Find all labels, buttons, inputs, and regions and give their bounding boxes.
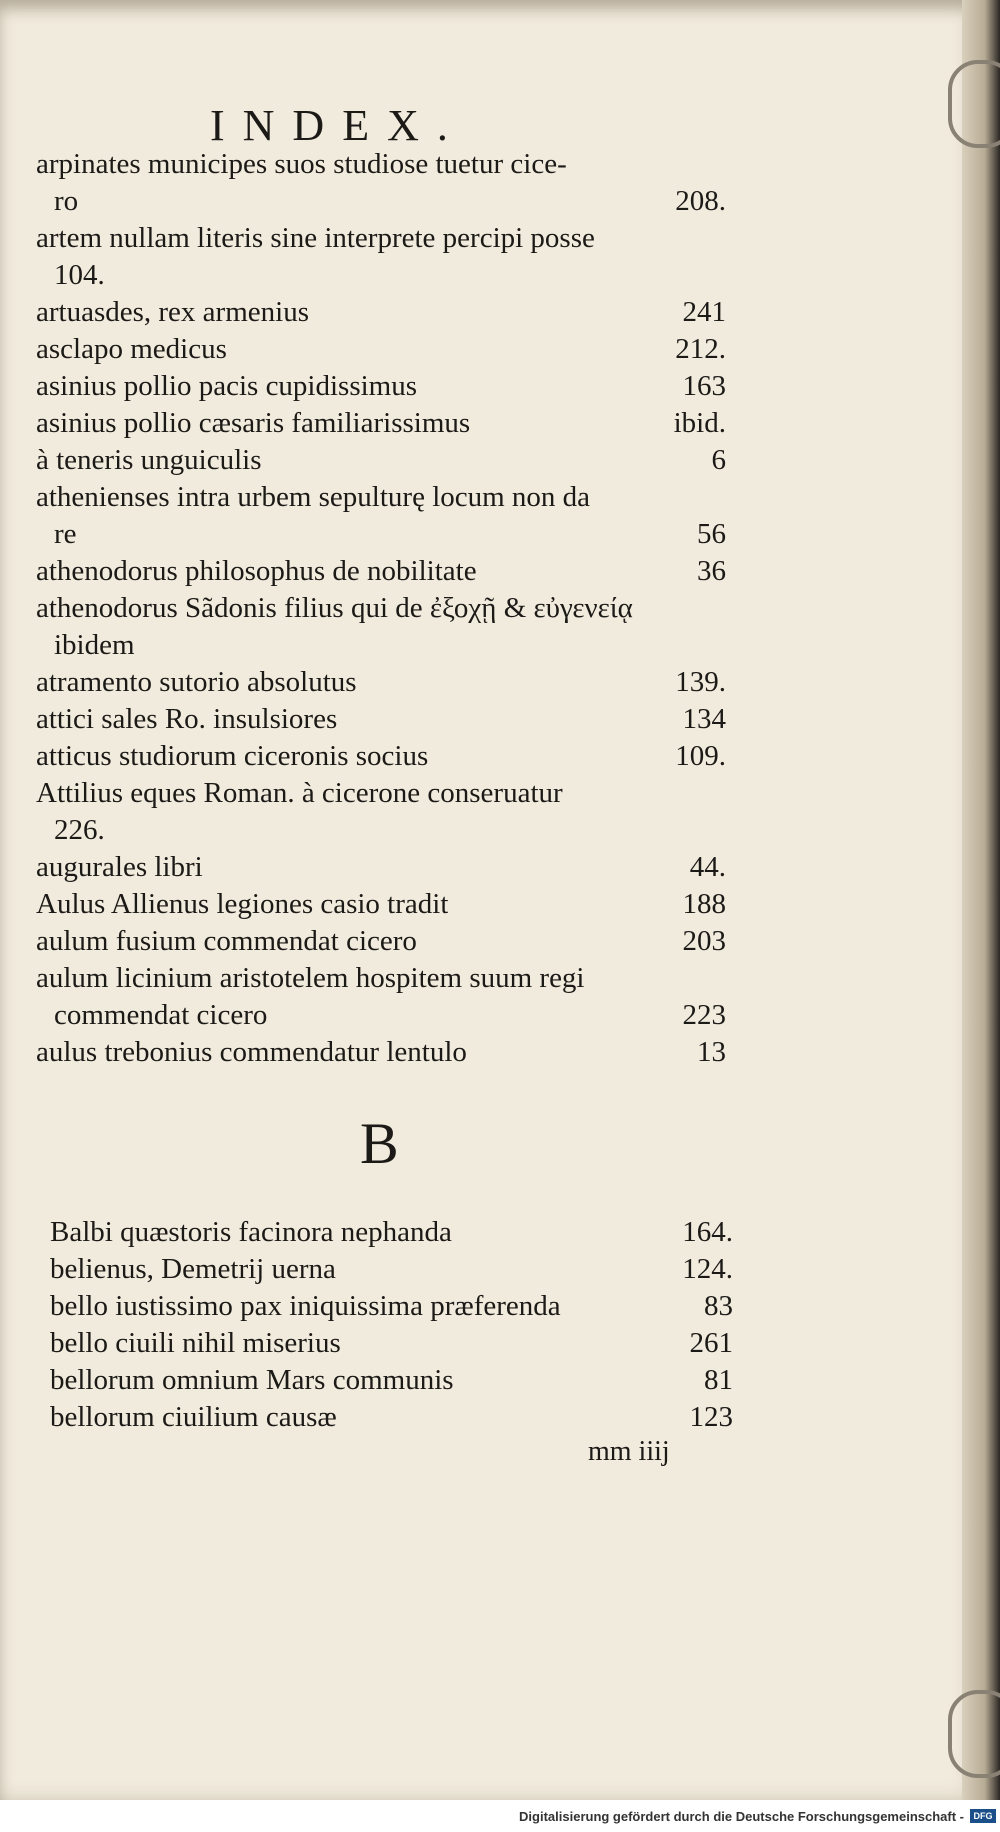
entry-continuation-text: 104. <box>54 259 105 291</box>
entry-text: Aulus Allienus legiones casio tradit <box>36 888 449 920</box>
index-entry <box>36 849 726 886</box>
entry-text: Attilius eques Roman. à cicerone conseruatur <box>36 777 563 809</box>
entry-continuation-text: re <box>54 518 77 550</box>
index-entry <box>50 1214 733 1251</box>
entry-continuation-text: ibidem <box>54 629 135 661</box>
entry-text: athenodorus philosophus de nobilitate <box>36 555 477 587</box>
entry-page: 83 <box>704 1290 733 1322</box>
index-entry <box>36 331 726 368</box>
entry-page: 241 <box>682 296 726 328</box>
entry-page: 208. <box>675 185 726 217</box>
entry-text: à teneris unguiculis <box>36 444 262 476</box>
entry-text: atramento sutorio absolutus <box>36 666 357 698</box>
entry-page: 81 <box>704 1364 733 1396</box>
book-clasp-top <box>948 60 1000 148</box>
entry-text: asclapo medicus <box>36 333 227 365</box>
entry-text: athenodorus Sãdonis filius qui de ἐξοχῇ & εὐγενείᾳ <box>36 592 633 624</box>
index-entry <box>36 701 726 738</box>
index-entry <box>36 1034 726 1071</box>
entry-page: 188 <box>682 888 726 920</box>
entry-text: attici sales Ro. insulsiores <box>36 703 338 735</box>
index-entry <box>50 1251 733 1288</box>
entry-text: asinius pollio cæsaris familiarissimus <box>36 407 471 439</box>
index-entry <box>36 405 726 442</box>
index-entry <box>36 590 726 627</box>
entry-text: arpinates municipes suos studiose tuetur cice- <box>36 148 567 180</box>
page-edge <box>962 0 1000 1800</box>
index-entry <box>36 368 726 405</box>
entry-text: bello ciuili nihil miserius <box>50 1327 341 1359</box>
entry-page: 163 <box>682 370 726 402</box>
index-entry <box>50 1362 733 1399</box>
index-entry <box>36 923 726 960</box>
entry-continuation-text: 226. <box>54 814 105 846</box>
index-entry <box>36 220 726 257</box>
index-entry <box>36 553 726 590</box>
entry-text: asinius pollio pacis cupidissimus <box>36 370 418 402</box>
entry-continuation <box>36 812 726 849</box>
page-title: INDEX. <box>210 101 466 150</box>
entry-text: aulus trebonius commendatur lentulo <box>36 1036 467 1068</box>
entry-text: artuasdes, rex armenius <box>36 296 309 328</box>
entry-text: aulum fusium commendat cicero <box>36 925 417 957</box>
entry-text: Balbi quæstoris facinora nephanda <box>50 1216 452 1248</box>
section-heading-b: B <box>360 1111 399 1176</box>
index-entry <box>36 146 726 183</box>
entry-page: 139. <box>675 666 726 698</box>
index-entry <box>36 886 726 923</box>
entry-page: 13 <box>697 1036 726 1068</box>
footer-credit: Digitalisierung gefördert durch die Deutsche Forschungsgemeinschaft - <box>519 1808 964 1824</box>
index-entry <box>50 1325 733 1362</box>
index-entry <box>36 960 726 997</box>
entry-continuation <box>36 257 726 294</box>
entry-page: 6 <box>711 444 726 476</box>
entry-continuation-text: ro <box>54 185 79 217</box>
entry-text: bellorum omnium Mars communis <box>50 1364 454 1396</box>
entry-page: 124. <box>682 1253 733 1285</box>
digitization-footer <box>0 1800 1000 1832</box>
entry-page: 203 <box>682 925 726 957</box>
index-entry <box>36 294 726 331</box>
entry-continuation <box>36 183 726 220</box>
entry-page: 261 <box>689 1327 733 1359</box>
entry-page: 212. <box>675 333 726 365</box>
entry-text: athenienses intra urbem sepulturę locum non da <box>36 481 591 513</box>
entry-text: artem nullam literis sine interprete percipi posse <box>36 222 595 254</box>
index-entry <box>50 1288 733 1325</box>
entry-text: augurales libri <box>36 851 203 883</box>
entry-page: 164. <box>682 1216 733 1248</box>
entry-page: 223 <box>682 999 726 1031</box>
index-entry <box>50 1399 733 1436</box>
index-section-a <box>36 146 726 1071</box>
index-section-b <box>50 1214 733 1436</box>
index-entry <box>36 664 726 701</box>
entry-text: bello iustissimo pax iniquissima præferenda <box>50 1290 561 1322</box>
entry-continuation <box>36 997 726 1034</box>
entry-continuation <box>36 627 726 664</box>
entry-page: 123 <box>689 1401 733 1433</box>
book-clasp-bottom <box>948 1690 1000 1778</box>
entry-text: aulum licinium aristotelem hospitem suum regi <box>36 962 585 994</box>
entry-text: belienus, Demetrij uerna <box>50 1253 336 1285</box>
entry-page: 109. <box>675 740 726 772</box>
index-entry <box>36 775 726 812</box>
entry-text: bellorum ciuilium causæ <box>50 1401 337 1433</box>
entry-text: atticus studiorum ciceronis socius <box>36 740 429 772</box>
signature-mark: mm iiij <box>588 1436 670 1467</box>
entry-continuation-text: commendat cicero <box>54 999 268 1031</box>
entry-page: 36 <box>697 555 726 587</box>
index-entry <box>36 738 726 775</box>
entry-continuation <box>36 516 726 553</box>
index-entry <box>36 442 726 479</box>
entry-page: 44. <box>689 851 726 883</box>
entry-page: 134 <box>682 703 726 735</box>
index-entry <box>36 479 726 516</box>
entry-page: ibid. <box>673 407 726 439</box>
dfg-logo-icon: DFG <box>970 1809 996 1823</box>
entry-page: 56 <box>697 518 726 550</box>
